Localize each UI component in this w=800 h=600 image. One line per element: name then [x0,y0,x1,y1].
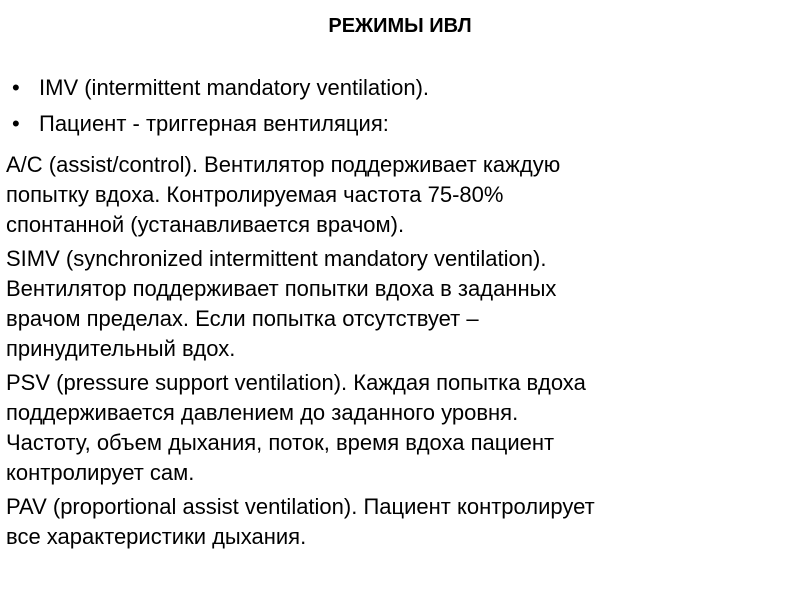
paragraph-line: Частоту, объем дыхания, поток, время вдоха пациент [6,430,555,455]
paragraph-ac [6,150,796,240]
bullet-dot-icon: • [12,111,20,136]
mode-descriptions [6,150,796,556]
bullet-list [12,73,429,145]
paragraph-pav [6,492,796,552]
paragraph-line: все характеристики дыхания. [6,524,307,549]
paragraph-line: SIMV (synchronized intermittent mandatory ventilation). [6,246,547,271]
paragraph-line: врачом пределах. Если попытка отсутствует – [6,306,479,331]
paragraph-psv [6,368,796,488]
bullet-item-imv [12,73,429,103]
paragraph-line: спонтанной (устанавливается врачом). [6,212,405,237]
bullet-text: IMV (intermittent mandatory ventilation). [39,75,430,100]
paragraph-line: Вентилятор поддерживает попытки вдоха в заданных [6,276,557,301]
paragraph-line: A/C (assist/control). Вентилятор поддерживает каждую [6,152,561,177]
paragraph-simv [6,244,796,364]
slide-title: РЕЖИМЫ ИВЛ [328,15,472,37]
paragraph-line: поддерживается давлением до заданного уровня. [6,400,519,425]
paragraph-line: контролирует сам. [6,460,195,485]
paragraph-line: PAV (proportional assist ventilation). Пациент контролирует [6,494,595,519]
paragraph-line: принудительный вдох. [6,336,236,361]
paragraph-line: попытку вдоха. Контролируемая частота 75-80% [6,182,504,207]
paragraph-line: PSV (pressure support ventilation). Каждая попытка вдоха [6,370,586,395]
bullet-text: Пациент - триггерная вентиляция: [39,111,389,136]
bullet-dot-icon: • [12,75,20,100]
bullet-item-patient-trigger [12,109,429,139]
